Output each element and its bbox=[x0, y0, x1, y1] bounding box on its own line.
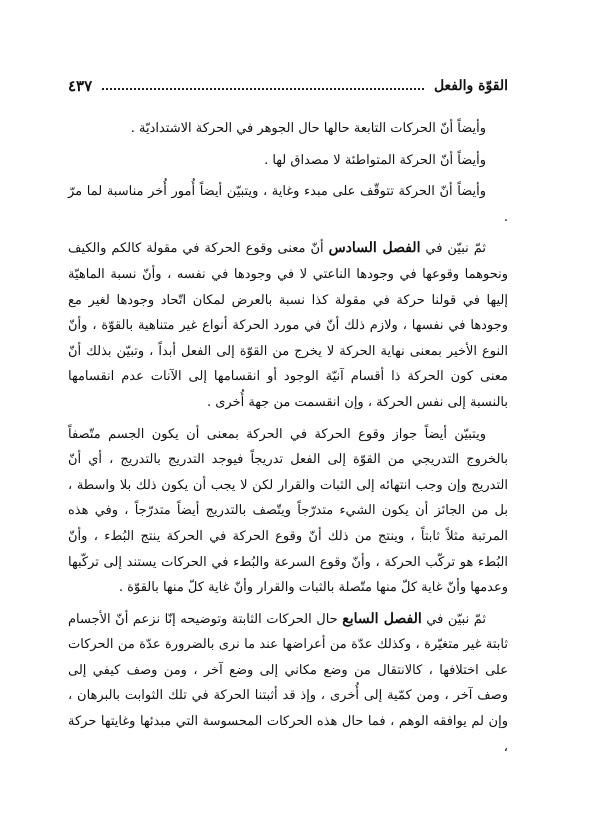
paragraph-3 bbox=[68, 179, 508, 230]
paragraph-5-text: ويتبيّن أيضاً جواز وقوع الحركة في الحركة بمعنى أن يكون الجسم متّصفاً بالخروج التدريجي من القوّة إلى الفعل تدريجاً فيوجد التدريج بالتدريج ، أي أنّ التدريج وإن وجب انتهائه إلى الثبات والقرار لكن لا يجب أن يكون ذلك بلا واسطة ، بل من الجائز أن يكون الشيء متدرّجاً ويتّصف بالتدريج أيضاً متدرّجاً ، وفي هذه المرتبة مثلاً ثابتاً ، وينتج من ذلك أنّ وقوع الحركة في الحركة ينتج البُطء ، وأنّ البُطء هو تركّب الحركة ، وأنّ وقوع السرعة والبُطء في الحركات يستند إلى تركّبها وعدمها وأنّ غاية كلّ منها متّصلة بالثبات والقرار وأنّ غاية كلّ منها بالقوّة . bbox=[68, 426, 508, 596]
paragraph-2 bbox=[68, 148, 508, 174]
paragraph-2-text: وأيضاً أنّ الحركة المتواطئة لا مصداق لها . bbox=[264, 152, 486, 168]
paragraph-6-lead: ثمّ نبيّن في bbox=[426, 611, 486, 627]
body-text bbox=[68, 116, 508, 766]
section-term-seventh: الفصل السابع bbox=[342, 610, 422, 627]
paragraph-4 bbox=[68, 236, 508, 415]
running-header bbox=[68, 74, 508, 98]
paragraph-1 bbox=[68, 116, 508, 142]
paragraph-6-text: حال الحركات الثابتة وتوضيحه إنّا نزعم أنّ الأجسام ثابتة غير متغيّرة ، وكذلك عدّة من أعراضها عند ما نرى بالضرورة عدّة من الحركات على اختلافها ، كالانتقال من وضع مكاني إلى وضع آخر ، ومن وصف كيفي إلى وصف آخر ، ومن كمّية إلى أُخرى ، وإذ قد أثبتنا الحركة في تلك الثوابت بالبرهان ، وإن لم يوافقه الوهم ، فما حال هذه الحركات المحسوسة التي مبدئها وغايتها حركة ، bbox=[68, 611, 508, 755]
paragraph-1-text: وأيضاً أنّ الحركات التابعة حالها حال الجوهر في الحركة الاشتداديّة . bbox=[130, 121, 486, 136]
paragraph-4-lead: ثمّ نبيّن في bbox=[425, 241, 486, 257]
paragraph-4-text: أنّ معنى وقوع الحركة في مقولة كالكم والكيف ونحوهما وقوعها في وجودها الناعتي لا في وجودها في نفسه ، وأنّ نسبة الماهيّة إليها في قولنا حركة في مقولة كذا نسبة بالعرض لمكان اتّحاد وجودها لغير مع وجودها في نفسها ، ولازم ذلك أنّ في مورد الحركة أنواع غير متناهية بالقوّة ، وأنّ النوع الأخير بمعنى نهاية الحركة لا يخرج من القوّة إلى الفعل أبداً ، وتبيّن بذلك أنّ معنى كون الحركة ذا أقسام آنيّة الوجود أو انقسامها إلى الآنات عدم انقسامها بالنسبة إلى نفس الحركة ، وإن انقسمت من جهة أُخرى . bbox=[68, 241, 508, 410]
header-title: القوّة والفعل bbox=[433, 78, 508, 94]
header-dot-leader bbox=[102, 88, 424, 90]
paragraph-5 bbox=[68, 422, 508, 601]
paragraph-3-text: وأيضاً أنّ الحركة تتوقّف على مبدء وغاية ، ويتبيّن أيضاً أُمور أُخر مناسبة لما مرّ . bbox=[68, 184, 508, 225]
section-term-sixth: الفصل السادس bbox=[328, 240, 421, 257]
paragraph-6 bbox=[68, 607, 508, 761]
page-number: ٤٣٧ bbox=[68, 77, 93, 95]
